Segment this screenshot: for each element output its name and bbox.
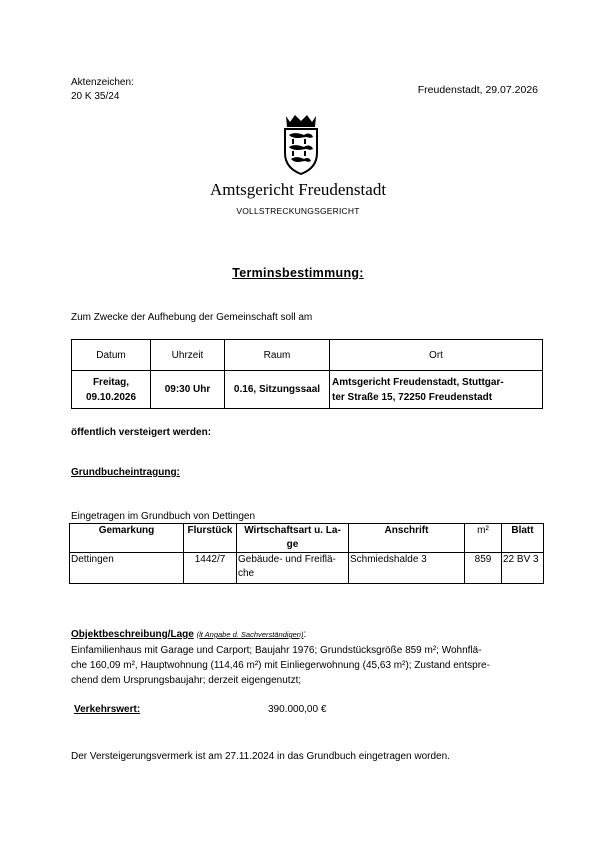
- versteigert-text: öffentlich versteigert werden:: [71, 427, 212, 438]
- gb-blatt: 22 BV 3: [502, 553, 544, 584]
- gb-header-gemarkung: Gemarkung: [70, 524, 184, 553]
- gb-flaeche: 859: [465, 553, 502, 584]
- gb-header-anschrift: Anschrift: [349, 524, 465, 553]
- gb-header-wirtschaftsart-line1: Wirtschaftsart u. La-: [244, 525, 341, 536]
- termin-row: [72, 371, 543, 409]
- gb-wirtschaftsart-line2: che: [238, 568, 255, 579]
- aktenzeichen-value: 20 K 35/24: [71, 91, 120, 102]
- objekt-line1: Einfamilienhaus mit Garage und Carport; Baujahr 1976; Grundstücksgröße 859 m²; Wohnflä-: [71, 645, 482, 656]
- gb-flurstueck: 1442/7: [184, 553, 237, 584]
- grundbuch-eingetragen: Eingetragen im Grundbuch von Dettingen: [71, 511, 256, 522]
- verkehrswert-label: Verkehrswert:: [74, 704, 141, 715]
- termin-header-uhrzeit: Uhrzeit: [151, 340, 225, 371]
- closing-text: Der Versteigerungsvermerk ist am 27.11.2024 in das Grundbuch eingetragen worden.: [71, 751, 450, 762]
- termin-header-raum: Raum: [225, 340, 330, 371]
- grundbuch-header-row: [70, 524, 544, 553]
- gb-wirtschaftsart-line1: Gebäude- und Freiflä-: [238, 554, 336, 565]
- termin-raum: 0.16, Sitzungssaal: [225, 371, 330, 409]
- objekt-heading: [71, 629, 306, 640]
- aktenzeichen-block: [71, 76, 134, 104]
- place-date: Freudenstadt, 29.07.2026: [417, 84, 538, 96]
- objekt-line3: chend dem Ursprungsbaujahr; derzeit eigengenutzt;: [71, 675, 302, 686]
- termin-datum: [72, 371, 151, 409]
- gb-anschrift: Schmiedshalde 3: [349, 553, 465, 584]
- gb-header-flurstueck: Flurstück: [184, 524, 237, 553]
- verkehrswert-value: 390.000,00 €: [268, 704, 327, 715]
- termin-header-ort: Ort: [330, 340, 543, 371]
- objekt-description: [71, 643, 541, 688]
- gb-wirtschaftsart: [237, 553, 349, 584]
- aktenzeichen-label: Aktenzeichen:: [71, 77, 134, 88]
- gb-header-wirtschaftsart-line2: ge: [286, 539, 299, 550]
- termin-ort: [330, 371, 543, 409]
- grundbuch-table: [69, 523, 544, 584]
- gb-gemarkung: Dettingen: [70, 553, 184, 584]
- termin-datum-line1: Freitag,: [92, 376, 130, 388]
- intro-text: Zum Zwecke der Aufhebung der Gemeinschaft soll am: [71, 312, 313, 323]
- termin-table: [71, 339, 543, 409]
- termin-ort-line1: Amtsgericht Freudenstadt, Stuttgar-: [332, 376, 504, 388]
- objekt-colon: :: [303, 629, 307, 640]
- coat-of-arms-icon: [280, 113, 322, 175]
- court-name: Amtsgericht Freudenstadt: [209, 180, 387, 199]
- termin-ort-line2: ter Straße 15, 72250 Freudenstadt: [332, 391, 493, 403]
- termin-header-datum: Datum: [72, 340, 151, 371]
- objekt-line2: che 160,09 m², Hauptwohnung (114,46 m²) mit Einliegerwohnung (45,63 m²); Zustand entspre-: [71, 660, 490, 671]
- gb-header-flaeche: m²: [465, 524, 502, 553]
- table-row: [70, 553, 544, 584]
- termin-datum-line2: 09.10.2026: [85, 391, 137, 403]
- objekt-note: (lt Angabe d. Sachverständigen): [196, 630, 304, 639]
- termin-header-row: [72, 340, 543, 371]
- gb-header-blatt: Blatt: [502, 524, 544, 553]
- grundbuch-heading: Grundbucheintragung:: [71, 467, 180, 478]
- document-title: Terminsbestimmung:: [232, 266, 364, 280]
- objekt-title: Objektbeschreibung/Lage: [71, 629, 194, 640]
- gb-header-wirtschaftsart: [237, 524, 349, 553]
- termin-uhrzeit: 09:30 Uhr: [151, 371, 225, 409]
- court-department: VOLLSTRECKUNGSGERICHT: [236, 206, 360, 216]
